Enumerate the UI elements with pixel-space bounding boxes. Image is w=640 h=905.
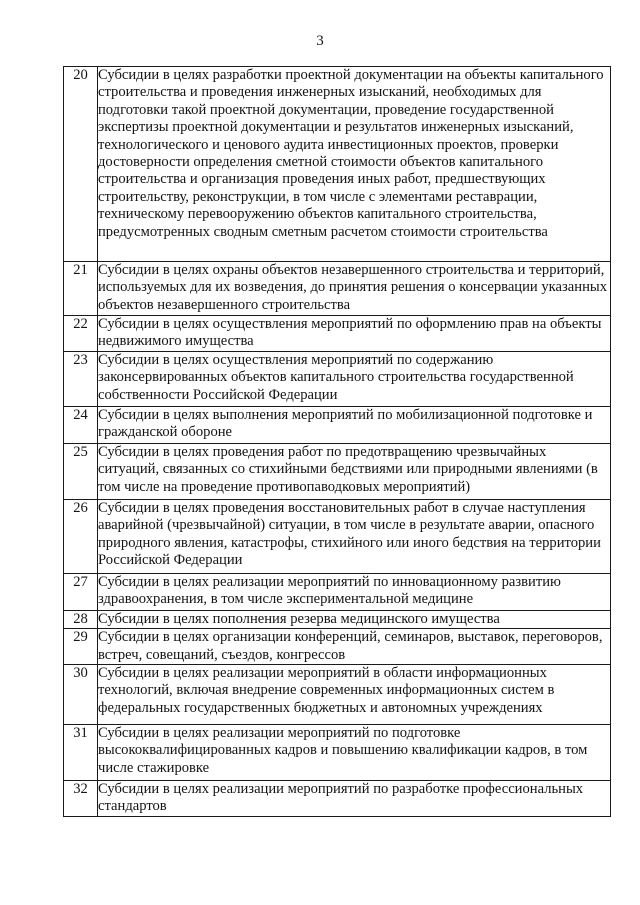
row-number: 30 <box>64 665 98 725</box>
row-number: 26 <box>64 499 98 573</box>
row-description: Субсидии в целях реализации мероприятий по разработке профессиональных стандартов <box>98 781 611 817</box>
row-number: 31 <box>64 725 98 781</box>
row-description: Субсидии в целях пополнения резерва медицинского имущества <box>98 610 611 628</box>
row-number: 25 <box>64 443 98 499</box>
row-description: Субсидии в целях реализации мероприятий по подготовке высококвалифицированных кадров и повышению квалификации кадров, в том числе стажировке <box>98 725 611 781</box>
row-description: Субсидии в целях выполнения мероприятий по мобилизационной подготовке и гражданской обороне <box>98 406 611 443</box>
row-number: 32 <box>64 781 98 817</box>
row-description: Субсидии в целях разработки проектной документации на объекты капитального строительства и проведения инженерных изысканий, необходимых для подготовки такой проектной документации, проведение государственной экспертизы проектной документации и результатов инженерных изысканий, технологического и ценового аудита инвестиционных проектов, проверки достоверности определения сметной стоимости объектов капитального строительства и организация проведения иных работ, предшествующих строительству, реконструкции, в том числе с элементами реставрации, техническому перевооружению объектов капитального строительства, предусмотренных сводным сметным расчетом стоимости строительства <box>98 67 611 262</box>
row-number: 24 <box>64 406 98 443</box>
table-row <box>64 443 611 499</box>
row-description: Субсидии в целях организации конференций, семинаров, выставок, переговоров, встреч, совещаний, съездов, конгрессов <box>98 629 611 665</box>
row-number: 21 <box>64 262 98 316</box>
row-number: 27 <box>64 573 98 610</box>
table-row <box>64 316 611 352</box>
row-number: 29 <box>64 629 98 665</box>
row-number: 20 <box>64 67 98 262</box>
row-description: Субсидии в целях проведения восстановительных работ в случае наступления аварийной (чрезвычайной) ситуации, в том числе в результате аварии, опасного природного явления, катастрофы, стихийного или иного бедствия на территории Российской Федерации <box>98 499 611 573</box>
table-row <box>64 499 611 573</box>
table-row <box>64 573 611 610</box>
table-row <box>64 665 611 725</box>
row-description: Субсидии в целях осуществления мероприятий по оформлению прав на объекты недвижимого имущества <box>98 316 611 352</box>
page-number: 3 <box>316 33 324 49</box>
row-number: 23 <box>64 351 98 406</box>
table-row <box>64 781 611 817</box>
table-row <box>64 406 611 443</box>
row-description: Субсидии в целях осуществления мероприятий по содержанию законсервированных объектов капитального строительства государственной собственности Российской Федерации <box>98 351 611 406</box>
row-description: Субсидии в целях охраны объектов незавершенного строительства и территорий, используемых для их возведения, до принятия решения о консервации указанных объектов незавершенного строительства <box>98 262 611 316</box>
row-number: 28 <box>64 610 98 628</box>
table-row <box>64 629 611 665</box>
row-description: Субсидии в целях проведения работ по предотвращению чрезвычайных ситуаций, связанных со стихийными бедствиями или природными явлениями (в том числе на проведение противопаводковых мероприятий) <box>98 443 611 499</box>
subsidies-table <box>63 66 611 817</box>
table-row <box>64 725 611 781</box>
row-description: Субсидии в целях реализации мероприятий в области информационных технологий, включая внедрение современных информационных систем в федеральных государственных бюджетных и автономных учреждениях <box>98 665 611 725</box>
row-description: Субсидии в целях реализации мероприятий по инновационному развитию здравоохранения, в том числе экспериментальной медицине <box>98 573 611 610</box>
table-row <box>64 610 611 628</box>
row-number: 22 <box>64 316 98 352</box>
table-row <box>64 67 611 262</box>
table-row <box>64 351 611 406</box>
table-row <box>64 262 611 316</box>
